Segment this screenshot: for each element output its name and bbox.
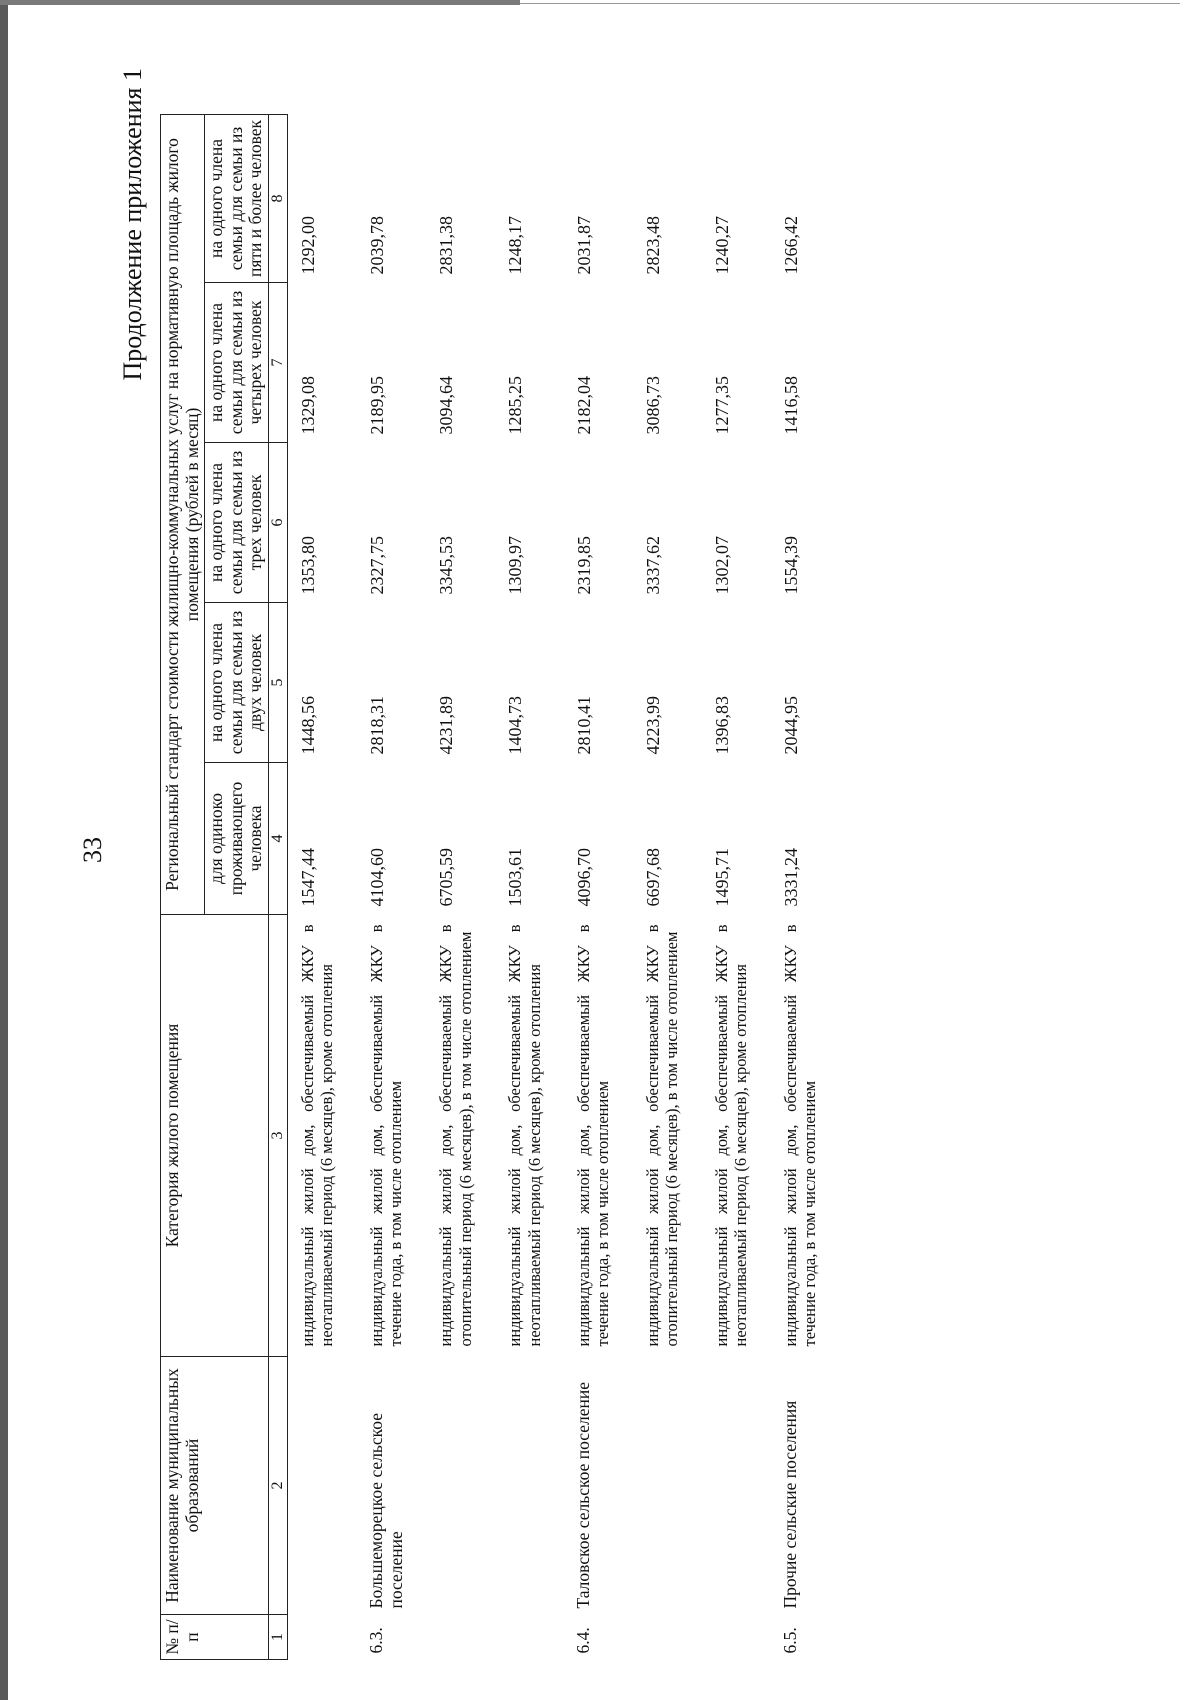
cost-value: 2031,87 [573,216,594,275]
cost-value: 1554,39 [780,536,801,595]
municipality-name: Прочие сельские поселения [779,1400,800,1609]
cost-value: 3337,62 [642,536,663,595]
header-group-regional-standard: Региональный стандарт стоимости жилищно-коммунальных услуг на нормативную площадь жилого помещения (рублей в месяц) [161,114,205,914]
municipality-name [702,1357,771,1615]
page-number: 33 [78,837,107,863]
municipality-name [633,1357,702,1615]
header-col-family-3: на одного члена семьи для семьи из трех человек [205,443,269,603]
row-number [426,1615,495,1660]
header-col-number: № п/п [161,1615,269,1660]
table-row [771,114,840,1659]
row-number: 6.4. [572,1627,593,1654]
column-number: 2 [268,1357,287,1615]
cost-value: 1448,56 [297,696,318,755]
housing-category: индивидуальный жилой дом, обеспечиваемый ЖКУ в течение года, в том числе отоплением [366,924,406,1347]
row-number [495,1615,564,1660]
column-number: 4 [268,763,287,915]
cost-value: 3086,73 [642,376,663,435]
housing-category: индивидуальный жилой дом, обеспечиваемый ЖКУ в неотапливаемый период (6 месяцев), кроме отопления [711,924,751,1347]
cost-value: 6697,68 [642,848,663,907]
cost-value: 1495,71 [711,848,732,907]
housing-category: индивидуальный жилой дом, обеспечиваемый ЖКУ в течение года, в том числе отоплением [780,924,820,1347]
cost-value: 1240,27 [711,216,732,275]
header-col-family-4: на одного члена семьи для семьи из четырех человек [205,283,269,443]
cost-value: 1503,61 [505,848,526,907]
cost-value: 1309,97 [505,536,526,595]
column-number: 6 [268,443,287,603]
housing-category: индивидуальный жилой дом, обеспечиваемый ЖКУ в отопительный период (6 месяцев), в том числе отоплением [436,924,475,1347]
column-number: 5 [268,603,287,763]
table-row [495,114,564,1659]
housing-cost-standard-table [160,114,840,1660]
housing-category: индивидуальный жилой дом, обеспечиваемый ЖКУ в отопительный период (6 месяцев), в том числе отоплением [642,924,682,1347]
cost-value: 2039,78 [366,216,387,275]
cost-value: 4223,99 [642,696,663,755]
column-number-row [268,114,287,1659]
cost-value: 3094,64 [436,376,457,435]
header-col-family-2: на одного члена семьи для семьи из двух человек [205,603,269,763]
cost-value: 2810,41 [573,696,594,755]
cost-value: 2327,75 [366,536,387,595]
table-row [426,114,495,1659]
header-col-category: Категория жилого помещения [161,915,269,1357]
cost-value: 6705,59 [436,848,457,907]
cost-value: 2319,85 [573,536,594,595]
cost-value: 1353,80 [297,536,318,595]
column-number: 1 [268,1615,287,1660]
cost-value: 2189,95 [366,376,387,435]
cost-value: 2818,31 [366,696,387,755]
municipality-name: Большеморецкое сельское поселение [365,1412,406,1609]
cost-value: 1292,00 [297,216,318,275]
cost-value: 1547,44 [297,848,318,907]
housing-category: индивидуальный жилой дом, обеспечиваемый ЖКУ в неотапливаемый период (6 месяцев), кроме отопления [505,924,544,1347]
row-number [702,1615,771,1660]
cost-value: 1277,35 [711,376,732,435]
table-body [287,114,839,1659]
municipality-name [426,1357,495,1615]
table-row [564,114,633,1659]
cost-value: 1404,73 [505,696,526,755]
cost-value: 3331,24 [780,848,801,907]
cost-value: 2044,95 [780,696,801,755]
cost-value: 1248,17 [505,216,526,275]
cost-value: 1266,42 [780,216,801,275]
cost-value: 4096,70 [573,848,594,907]
cost-value: 4104,60 [366,848,387,907]
housing-category: индивидуальный жилой дом, обеспечиваемый ЖКУ в течение года, в том числе отоплением [573,924,613,1347]
table-row [287,114,356,1659]
cost-value: 3345,53 [436,536,457,595]
cost-value: 1285,25 [505,376,526,435]
table-header [161,114,288,1659]
header-col-single: для одиноко проживающего человека [205,763,269,915]
header-col-municipality: Наименование муниципальных образований [161,1357,269,1615]
municipality-name: Таловское сельское поселение [572,1381,593,1609]
row-number: 6.5. [779,1627,800,1654]
cost-value: 1329,08 [297,376,318,435]
cost-value: 4231,89 [436,696,457,755]
header-col-family-5: на одного члена семьи для семьи из пяти и более человек [205,114,269,282]
housing-category: индивидуальный жилой дом, обеспечиваемый ЖКУ в неотапливаемый период (6 месяцев), кроме отопления [297,924,337,1347]
column-number: 7 [268,283,287,443]
row-number [633,1615,702,1660]
cost-value: 1302,07 [711,536,732,595]
table-row [633,114,702,1659]
municipality-name [287,1357,356,1615]
cost-value: 2823,48 [642,216,663,275]
row-number [287,1615,356,1660]
column-number: 8 [268,114,287,282]
cost-value: 2182,04 [573,376,594,435]
continuation-label: Продолжение приложения 1 [118,68,147,381]
table-row [702,114,771,1659]
cost-value: 1416,58 [780,376,801,435]
column-number: 3 [268,915,287,1357]
row-number: 6.3. [365,1627,386,1654]
table-row [357,114,426,1659]
cost-value: 1396,83 [711,696,732,755]
municipality-name [495,1357,564,1615]
cost-value: 2831,38 [436,216,457,275]
